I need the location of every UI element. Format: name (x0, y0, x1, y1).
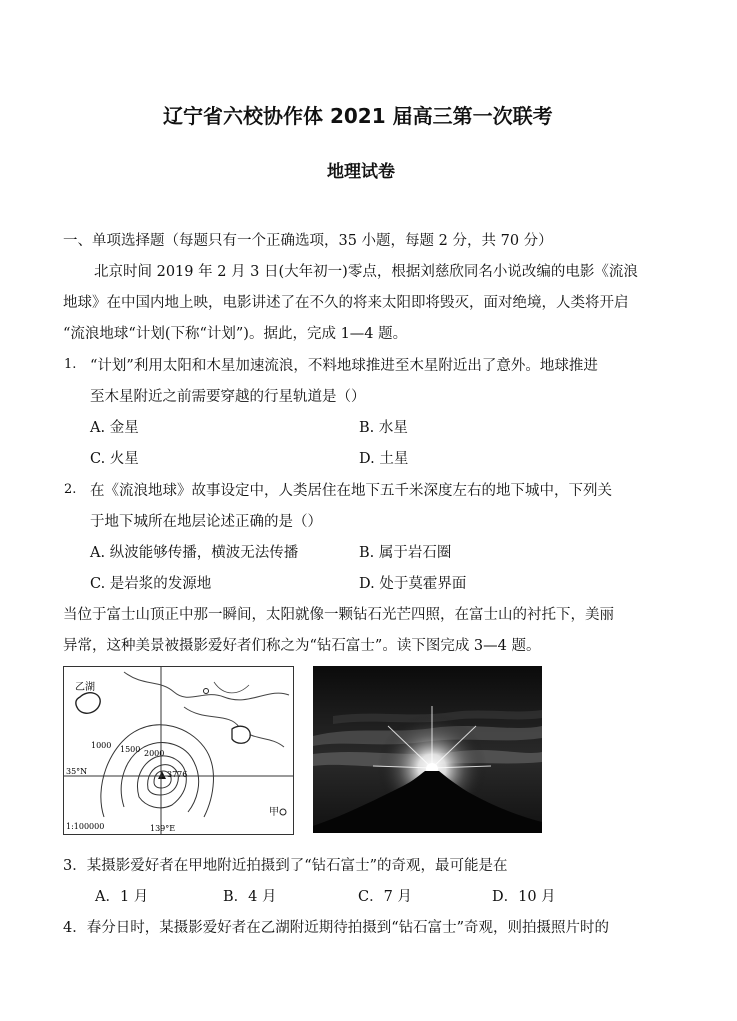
diamond-fuji-photo (313, 666, 542, 833)
option-a: A．1 月 (95, 889, 149, 905)
place-label: 甲 (269, 807, 279, 818)
passage-line: “流浪地球“计划(下称“计划”)。据此，完成 1—4 题。 (63, 326, 408, 342)
lake-shape (76, 693, 100, 714)
contour-map-svg (64, 667, 293, 834)
option-d: D. 土星 (359, 451, 409, 467)
option-b: B. 水星 (359, 420, 408, 436)
passage-line: 当位于富士山顶正中那一瞬间，太阳就像一颗钻石光芒四照，在富士山的衬托下，美丽 (63, 607, 614, 623)
longitude-label: 139°E (150, 824, 176, 833)
place-marker (280, 809, 286, 815)
question-stem: 3．某摄影爱好者在甲地附近拍摄到了“钻石富士”的奇观，最可能是在 (63, 858, 508, 874)
contour-line (101, 725, 214, 817)
question-stem: “计划”利用太阳和木星加速流浪，不料地球推进至木星附近出了意外。地球推进 (90, 358, 598, 374)
option-b: B．4 月 (223, 889, 277, 905)
scale-label: 1:100000 (66, 822, 105, 831)
passage-line: 地球》在中国内地上映，电影讲述了在不久的将来太阳即将毁灭，面对绝境，人类将开启 (63, 295, 629, 311)
contour-label-1500: 1500 (120, 745, 141, 754)
passage-line: 北京时间 2019 年 2 月 3 日(大年初一)零点，根据刘慈欣同名小说改编的电影《流浪 (94, 264, 638, 280)
contour-label-1000: 1000 (91, 741, 112, 750)
contour-label-2000: 2000 (144, 749, 165, 758)
question-number: 1. (64, 357, 77, 372)
exam-subtitle: 地理试卷 (327, 162, 395, 182)
option-d: D．10 月 (492, 889, 556, 905)
question-stem: 至木星附近之前需要穿越的行星轨道是（） (90, 389, 366, 405)
option-d: D. 处于莫霍界面 (359, 576, 467, 592)
point-marker (204, 689, 209, 694)
section-heading: 一、单项选择题（每题只有一个正确选项，35 小题，每题 2 分，共 70 分） (63, 233, 553, 249)
passage-line: 异常，这种美景被摄影爱好者们称之为“钻石富士”。读下图完成 3—4 题。 (63, 638, 541, 654)
photo-svg (313, 666, 542, 833)
option-c: C．7 月 (358, 889, 412, 905)
option-a: A. 金星 (90, 420, 139, 436)
option-c: C. 火星 (90, 451, 139, 467)
exam-title: 辽宁省六校协作体 2021 届高三第一次联考 (163, 104, 553, 128)
peak-label: 3776 (167, 770, 188, 779)
option-b: B. 属于岩石圈 (359, 545, 452, 561)
lake-label: 乙湖 (75, 682, 95, 693)
latitude-label: 35°N (66, 767, 88, 776)
question-stem: 在《流浪地球》故事设定中，人类居住在地下五千米深度左右的地下城中，下列关 (90, 483, 612, 499)
terrain-outline (124, 672, 289, 700)
small-lake-shape (232, 726, 250, 743)
contour-map (63, 666, 294, 835)
contour-line (138, 756, 187, 808)
terrain-outline (214, 682, 249, 693)
question-stem: 4．春分日时，某摄影爱好者在乙湖附近期待拍摄到“钻石富士”奇观，则拍摄照片时的 (63, 920, 610, 936)
question-number: 2. (64, 482, 77, 497)
option-a: A. 纵波能够传播，横波无法传播 (90, 545, 299, 561)
question-stem: 于地下城所在地层论述正确的是（） (90, 514, 322, 530)
option-c: C. 是岩浆的发源地 (90, 576, 212, 592)
